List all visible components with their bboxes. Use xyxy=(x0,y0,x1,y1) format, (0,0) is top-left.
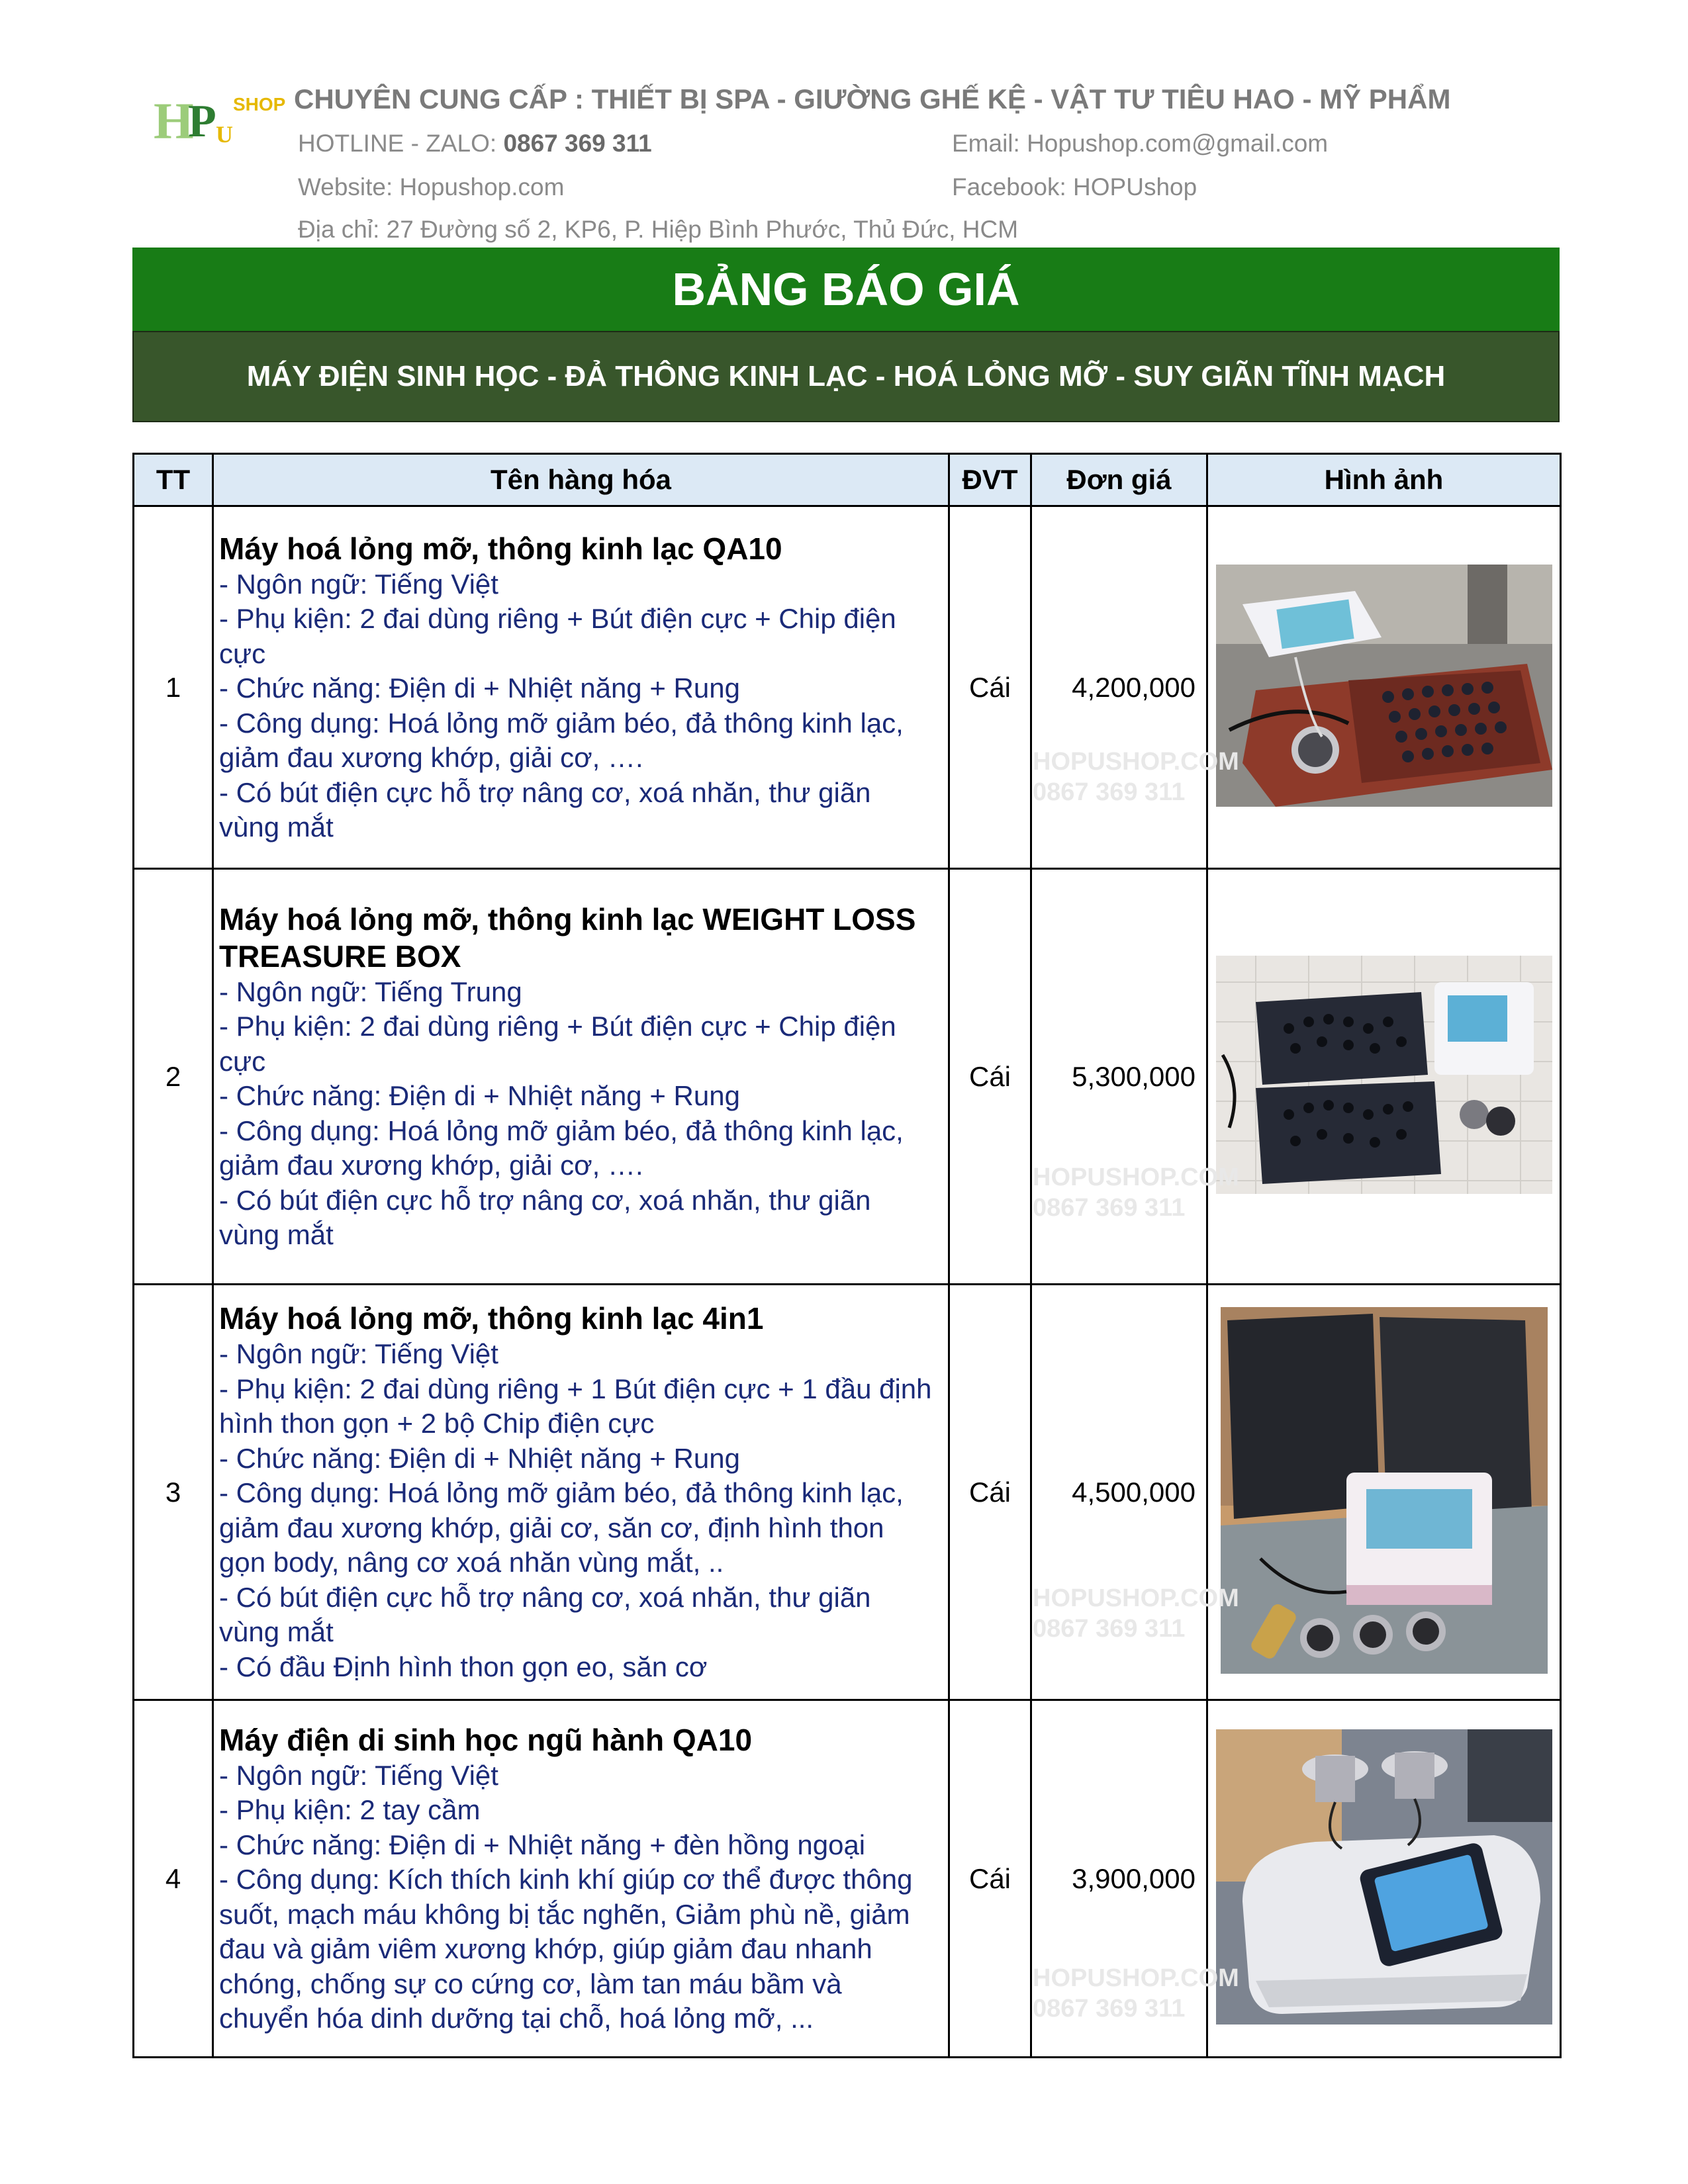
product-spec-line: - Công dụng: Kích thích kinh khí giúp cơ thể được thông xyxy=(219,1864,913,1895)
unit-cell: Cái xyxy=(949,1285,1031,1700)
product-description xyxy=(213,1700,949,2058)
product-description xyxy=(213,506,949,869)
product-spec-line: - Có bút điện cực hỗ trợ nâng cơ, xoá nhăn, thư giãn xyxy=(219,776,871,808)
row-number: 3 xyxy=(134,1285,213,1700)
row-number: 1 xyxy=(134,506,213,869)
column-header-image: Hình ảnh xyxy=(1207,454,1561,506)
price-value: 4,500,000 xyxy=(1072,1476,1196,1508)
page-title: BẢNG BÁO GIÁ xyxy=(672,263,1020,315)
product-spec-line: suốt, mạch máu không bị tắc nghẽn, Giảm phù nề, giảm xyxy=(219,1898,910,1930)
product-image-cell xyxy=(1207,1285,1561,1700)
product-spec-line: - Công dụng: Hoá lỏng mỡ giảm béo, đả thông kinh lạc, xyxy=(219,1477,904,1508)
unit-cell: Cái xyxy=(949,506,1031,869)
column-header-price: Đơn giá xyxy=(1031,454,1207,506)
logo-shop-text: SHOP xyxy=(233,94,286,114)
watermark-phone: 0867 369 311 xyxy=(1033,778,1186,806)
company-tagline: CHUYÊN CUNG CẤP : THIẾT BỊ SPA - GIƯỜNG GHẾ KỆ - VẬT TƯ TIÊU HAO - MỸ PHẨM xyxy=(294,83,1451,114)
row-number: 2 xyxy=(134,869,213,1285)
product-spec-line: - Ngôn ngữ: Tiếng Trung xyxy=(219,976,522,1007)
product-description xyxy=(213,1285,949,1700)
product-name: Máy hoá lỏng mỡ, thông kinh lạc 4in1 xyxy=(219,1301,764,1336)
hotline-number: 0867 369 311 xyxy=(503,130,652,157)
product-spec-line: - Ngôn ngữ: Tiếng Việt xyxy=(219,1338,498,1369)
product-spec-line: - Ngôn ngữ: Tiếng Việt xyxy=(219,1759,498,1791)
product-spec-line: - Phụ kiện: 2 đai dùng riêng + Bút điện cực + Chip điện xyxy=(219,1011,896,1042)
logo-letter-p: P xyxy=(188,96,216,147)
watermark-site: HOPUSHOP.COM xyxy=(1033,1584,1239,1612)
product-spec-line: hình thon gọn + 2 bộ Chip điện cực xyxy=(219,1408,655,1439)
product-photo-ngu-hanh-qa10 xyxy=(1216,1729,1552,2025)
product-name: Máy điện di sinh học ngũ hành QA10 xyxy=(219,1722,753,1757)
watermark-site: HOPUSHOP.COM xyxy=(1033,1964,1239,1992)
product-spec-line: - Công dụng: Hoá lỏng mỡ giảm béo, đả thông kinh lạc, xyxy=(219,707,904,739)
product-spec-line: đau và giảm viêm xương khớp, giúp giảm đau nhanh xyxy=(219,1933,872,1964)
product-spec-line: - Có đầu Định hình thon gọn eo, săn cơ xyxy=(219,1651,708,1682)
product-description xyxy=(213,869,949,1285)
product-spec-line: - Phụ kiện: 2 đai dùng riêng + Bút điện cực + Chip điện xyxy=(219,603,896,634)
hopushop-logo xyxy=(154,86,286,150)
product-image-cell xyxy=(1207,1700,1561,2058)
product-spec-line: chuyển hóa dinh dưỡng tại chỗ, hoá lỏng mỡ, ... xyxy=(219,2003,814,2034)
watermark-phone: 0867 369 311 xyxy=(1033,1194,1186,1222)
product-spec-line: - Có bút điện cực hỗ trợ nâng cơ, xoá nhăn, thư giãn xyxy=(219,1581,871,1613)
facebook-info: Facebook: HOPUshop xyxy=(952,173,1197,201)
row-number: 4 xyxy=(134,1700,213,2058)
category-subtitle-bar xyxy=(132,331,1560,422)
watermark xyxy=(1033,1162,1239,1223)
unit-cell: Cái xyxy=(949,1700,1031,2058)
product-photo-qa10 xyxy=(1216,565,1552,807)
watermark-phone: 0867 369 311 xyxy=(1033,1615,1186,1643)
price-value: 3,900,000 xyxy=(1072,1862,1196,1894)
product-spec-line: chóng, chống sự co cứng cơ, làm tan máu bầm và xyxy=(219,1968,842,1999)
watermark-phone: 0867 369 311 xyxy=(1033,1995,1186,2023)
category-subtitle: MÁY ĐIỆN SINH HỌC - ĐẢ THÔNG KINH LẠC - HOÁ LỎNG MỠ - SUY GIÃN TĨNH MẠCH xyxy=(246,360,1446,392)
email-info: Email: Hopushop.com@gmail.com xyxy=(952,130,1329,157)
address-info: Địa chỉ: 27 Đường số 2, KP6, P. Hiệp Bình Phước, Thủ Đức, HCM xyxy=(298,216,1019,243)
column-header-product-name: Tên hàng hóa xyxy=(213,454,949,506)
table-row xyxy=(134,1285,1561,1700)
product-spec-line: - Chức năng: Điện di + Nhiệt năng + Rung xyxy=(219,1080,740,1111)
watermark xyxy=(1033,1963,1239,2024)
product-spec-line: giảm đau xương khớp, giải cơ, săn cơ, định hình thon xyxy=(219,1512,884,1543)
product-spec-line: - Chức năng: Điện di + Nhiệt năng + đèn hồng ngoại xyxy=(219,1829,866,1860)
quote-title-bar xyxy=(132,248,1560,331)
watermark-site: HOPUSHOP.COM xyxy=(1033,748,1239,776)
product-spec-line: vùng mắt xyxy=(219,1219,334,1250)
product-spec-line: - Có bút điện cực hỗ trợ nâng cơ, xoá nhăn, thư giãn xyxy=(219,1184,871,1216)
price-cell xyxy=(1031,506,1207,869)
page-header xyxy=(0,0,1688,251)
product-spec-line: cực xyxy=(219,1045,266,1077)
product-name: Máy hoá lỏng mỡ, thông kinh lạc WEIGHT LOSS TREASURE BOX xyxy=(219,901,916,974)
column-header-tt: TT xyxy=(134,454,213,506)
table-row xyxy=(134,869,1561,1285)
hotline-info xyxy=(298,130,652,158)
hotline-label: HOTLINE - ZALO: xyxy=(298,130,504,157)
table-row xyxy=(134,1700,1561,2058)
price-value: 5,300,000 xyxy=(1072,1060,1196,1092)
product-image-cell xyxy=(1207,869,1561,1285)
product-spec-line: - Chức năng: Điện di + Nhiệt năng + Rung xyxy=(219,1442,740,1474)
product-spec-line: giảm đau xương khớp, giải cơ, …. xyxy=(219,742,643,773)
unit-cell: Cái xyxy=(949,869,1031,1285)
product-spec-line: - Phụ kiện: 2 đai dùng riêng + 1 Bút điện cực + 1 đầu định xyxy=(219,1373,932,1404)
logo-letter-u: U xyxy=(216,121,233,148)
website-info: Website: Hopushop.com xyxy=(298,173,565,201)
product-spec-line: - Công dụng: Hoá lỏng mỡ giảm béo, đả thông kinh lạc, xyxy=(219,1115,904,1146)
product-spec-line: - Ngôn ngữ: Tiếng Việt xyxy=(219,568,498,600)
logo-letter-h: H xyxy=(154,92,194,150)
table-row xyxy=(134,506,1561,869)
product-spec-line: giảm đau xương khớp, giải cơ, …. xyxy=(219,1150,643,1181)
watermark xyxy=(1033,747,1239,807)
product-spec-line: vùng mắt xyxy=(219,811,334,842)
product-spec-line: - Phụ kiện: 2 tay cầm xyxy=(219,1794,481,1825)
product-spec-line: - Chức năng: Điện di + Nhiệt năng + Rung xyxy=(219,672,740,704)
product-photo-weight-loss-box xyxy=(1216,956,1552,1194)
product-spec-line: cực xyxy=(219,637,266,669)
price-table xyxy=(132,453,1562,2058)
product-spec-line: gọn body, nâng cơ xoá nhăn vùng mắt, .. xyxy=(219,1547,724,1578)
product-photo-4in1 xyxy=(1221,1307,1548,1674)
price-value: 4,200,000 xyxy=(1072,671,1196,703)
product-name: Máy hoá lỏng mỡ, thông kinh lạc QA10 xyxy=(219,531,782,566)
watermark-site: HOPUSHOP.COM xyxy=(1033,1163,1239,1191)
table-header-row xyxy=(134,454,1561,506)
product-image-cell xyxy=(1207,506,1561,869)
column-header-unit: ĐVT xyxy=(949,454,1031,506)
product-spec-line: vùng mắt xyxy=(219,1616,334,1647)
watermark xyxy=(1033,1583,1239,1644)
